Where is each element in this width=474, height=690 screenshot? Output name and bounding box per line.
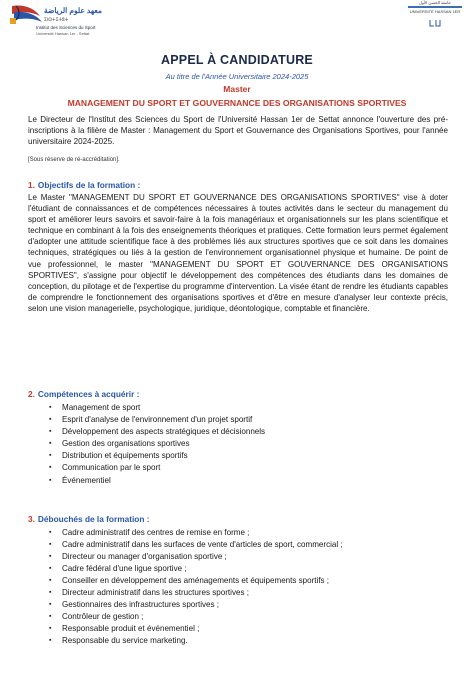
list-item: ▪ Gestionnaires des infrastructures sportives ; [62,599,343,611]
university-emblem-icon [404,19,466,27]
list-item: ▪ Responsable du service marketing. [62,635,343,647]
list-item: ▪ Contrôleur de gestion ; [62,611,343,623]
list-item: ▪ Esprit d'analyse de l'environnement d'un projet sportif [62,414,265,426]
university-logo [404,0,466,22]
list-item: ▪ Conseiller en développement des aménagements et équipements sportifs ; [62,575,343,587]
page-title: APPEL À CANDIDATURE [161,53,313,67]
list-item: ▪ Cadre fédéral d'une ligue sportive ; [62,563,343,575]
accreditation-note: [Sous réserve de ré-accréditation]. [28,157,120,163]
section-objectives-heading [28,180,140,190]
section-number: 2. [28,389,35,399]
careers-list [62,527,343,647]
program-name: MANAGEMENT DU SPORT ET GOUVERNANCE DES ORGANISATIONS SPORTIVES [67,98,407,108]
list-item: ▪ Cadre administratif dans les surfaces de vente d'articles de sport, commercial ; [62,539,343,551]
skills-list [62,402,265,487]
section-number: 1. [28,180,35,190]
list-item: ▪ Directeur administratif dans les structures sportives ; [62,587,343,599]
section-skills-heading [28,389,139,399]
degree-level: Master [223,84,251,94]
section-title: Compétences à acquérir : [37,389,140,399]
logo-divider [408,6,462,8]
university-french-name: UNIVERSITÉ HASSAN 1ER [409,9,461,14]
list-item: ▪ Responsable produit et événementiel ; [62,623,343,635]
academic-year-subtitle: Au titre de l'Année Universitaire 2024-2025 [165,72,309,81]
list-item: ▪ Développement des aspects stratégiques et décisionnels [62,426,265,438]
section-title: Objectifs de la formation : [37,180,141,190]
logo-arabic-name: معهد علوم الرياضة [44,6,102,15]
list-item: ▪ Événementiel [62,475,265,487]
objectives-paragraph: Le Master "MANAGEMENT DU SPORT ET GOUVERNANCE DES ORGANISATIONS SPORTIVES" vise à doter l'étudiant de connaissances et de compétences nécessaires à toutes activités dans le secteur du management du sport et améliorer leurs savoirs et savoir-faire à la fois managériaux et organisationnels sur les plans scientifique et technique en combinant à la fois des enseignements théoriques et pratiques. Cette formation leurs permet également d'adopter une attitude scientifique face à des problèmes liés aux structures sportives que ce soit dans les domaines techniques, stratégiques ou liés à la gestion de l'environnement organisationnel physique et humaine. De point de vue professionnel, le master "MANAGEMENT DU SPORT ET GOUVERNANCE DES ORGANISATIONS SPORTIVES", s'assigne pour objectif le développement des compétences des étudiants dans les domaines de conception, du pilotage et de l'expertise du programme d'intervention. La visée étant de rendre les étudiants capables de comprendre le fonctionnement des organisations sportives et d'être en mesure d'analyser leur contexte précis, selon une vision managerielle, psychologique, juridique, déontologique, comptable et financière. [28,193,448,313]
logo-tifinagh-name: ⵉⵏⵙⵜⵉⵜⵓⵜ [44,17,69,22]
section-number: 3. [28,514,35,524]
list-item: ▪ Distribution et équipements sportifs [62,450,265,462]
list-item: ▪ Communication par le sport [62,462,265,474]
list-item: ▪ Gestion des organisations sportives [62,438,265,450]
logo-french-name: Institut des Sciences du Sport [36,25,96,30]
section-title: Débouchés de la formation : [37,514,150,524]
intro-paragraph: Le Directeur de l'Institut des Sciences du Sport de l'Université Hassan 1er de Settat annonce l'ouverture des pré-inscriptions à la filière de Master : Management du Sport et Gouvernance des Organisations Sportives, pour l'année universitaire 2024-2025. [28,115,448,147]
institute-logo [6,2,106,52]
list-item: ▪ Cadre administratif des centres de remise en forme ; [62,527,343,539]
university-arabic-name: جامعة الحسن الأول [419,0,451,5]
logo-university-name: Université Hassan 1er - Settat [36,31,90,36]
list-item: ▪ Management de sport [62,402,265,414]
list-item: ▪ Directeur ou manager d'organisation sportive ; [62,551,343,563]
section-careers-heading [28,514,149,524]
